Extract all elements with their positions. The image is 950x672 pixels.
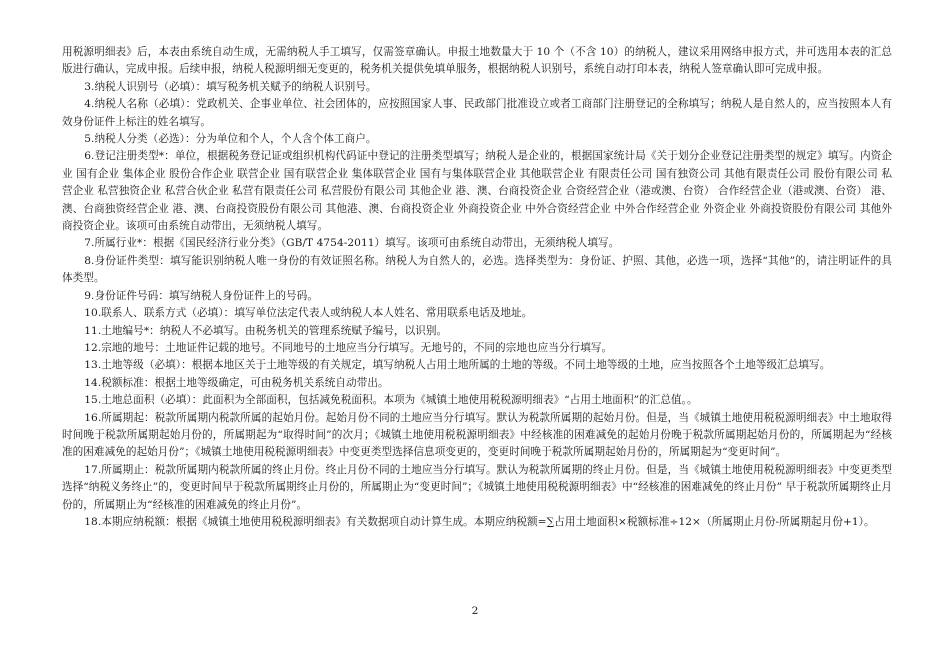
paragraph-intro: 用税源明细表》后，本表由系统自动生成，无需纳税人手工填写，仅需签章确认。申报土地数量大于 10 个（不含 10）的纳税人，建议采用网络申报方式，并可选用本表的汇总版进行确认，完成申报。后续申报，纳税人税源明细无变更的，税务机关提供免填单服务，根据纳税人识别号，系统自动打印本表，纳税人签章确认即可完成申报。: [62, 46, 892, 76]
paragraph-item-5: 5.纳税人分类（必选）：分为单位和个人，个人含个体工商户。: [84, 133, 377, 146]
paragraph-item-4: 4.纳税人名称（必填）：党政机关、企事业单位、社会团体的，应按照国家人事、民政部门批准设立或者工商部门注册登记的全称填写；纳税人是自然人的，应当按照本人有效身份证件上标注的姓名填写。: [62, 98, 892, 128]
paragraph-item-11: 11.土地编号*：纳税人不必填写。由税务机关的管理系统赋予编号，以识别。: [84, 324, 448, 337]
paragraph-item-14: 14.税额标准：根据土地等级确定，可由税务机关系统自动带出。: [84, 376, 389, 389]
paragraph-item-15: 15.土地总面积（必填）：此面积为全部面积，包括减免税面积。本项为《城镇土地使用税税源明细表》“占用土地面积”的汇总值。。: [84, 394, 698, 407]
paragraph-item-13: 13.土地等级（必填）：根据本地区关于土地等级的有关规定，填写纳税人占用土地所属的土地的等级。不同土地等级的土地，应当按照各个土地等级汇总填写。: [84, 359, 831, 372]
paragraph-item-16: 16.所属期起：税款所属期内税款所属的起始月份。起始月份不同的土地应当分行填写。默认为税款所属期的起始月份。但是，当《城镇土地使用税税源明细表》中土地取得时间晚于税款所属期起始月份的，所属期起为“取得时间”的次月；《城镇土地使用税税源明细表》中经核准的困难减免的起始月份晚于税款所属期起始月份的，所属期起为“经核准的困难减免的起始月份”；《城镇土地使用税税源明细表》中变更类型选择信息项变更的，变更时间晚于税款所属期起始月份的，所属期起为“变更时间”。: [62, 411, 892, 459]
paragraph-item-9: 9.身份证件号码：填写纳税人身份证件上的号码。: [84, 289, 318, 302]
paragraph-item-8: 8.身份证件类型：填写能识别纳税人唯一身份的有效证照名称。纳税人为自然人的，必选。选择类型为：身份证、护照、其他，必选一项，选择“其他”的，请注明证件的具体类型。: [62, 254, 892, 285]
paragraph-item-7: 7.所属行业*：根据《国民经济行业分类》（GB/T 4754-2011）填写。该项可由系统自动带出，无须纳税人填写。: [84, 237, 620, 250]
paragraph-item-17: 17.所属期止：税款所属期内税款所属的终止月份。终止月份不同的土地应当分行填写。默认为税款所属期的终止月份。但是，当《城镇土地使用税税源明细表》中变更类型选择“纳税义务终止”的，变更时间早于税款所属期终止月份的，所属期止为“变更时间”；《城镇土地使用税税源明细表》中“经核准的困难减免的终止月份” 早于税款所属期终止月份的，所属期止为“经核准的困难减免的终止月份”。: [62, 463, 892, 511]
paragraph-item-18: 18.本期应纳税额：根据《城镇土地使用税税源明细表》有关数据项自动计算生成。本期应纳税额=∑占用土地面积×税额标准÷12×（所属期止月份-所属期起月份+1）。: [84, 515, 875, 528]
paragraph-item-10: 10.联系人、联系方式（必填）：填写单位法定代表人或纳税人本人姓名、常用联系电话及地址。: [84, 307, 533, 320]
paragraph-item-6: 6.登记注册类型*：单位，根据税务登记证或组织机构代码证中登记的注册类型填写；纳税人是企业的，根据国家统计局《关于划分企业登记注册类型的规定》填写。内资企业 国有企业 集体企业 股份合作企业 联营企业 国有联营企业 集体联营企业 国有与集体联营企业 其他联营企业 有限责任公司 国有独资公司 其他有限责任公司 股份有限公司 私营企业 私营独资企业 私营合伙企业 私营有限责任公司 私营股份有限公司 其他企业 港、澳、台商投资企业 合资经营企业（港或澳、台资） 合作经营企业（港或澳、台资） 港、澳、台商独资经营企业 港、澳、台商投资股份有限公司 其他港、澳、台商投资企业 外商投资企业 中外合资经营企业 中外合作经营企业 外资企业 外商投资股份有限公司 其他外商投资企业。该项可由系统自动带出，无须纳税人填写。: [62, 150, 892, 233]
page-number: 2: [471, 605, 479, 617]
paragraph-item-12: 12.宗地的地号：土地证件记载的地号。不同地号的土地应当分行填写。无地号的，不同的宗地也应当分行填写。: [84, 341, 613, 354]
paragraph-item-3: 3.纳税人识别号（必填）：填写税务机关赋予的纳税人识别号。: [84, 80, 377, 93]
document-body: [62, 44, 892, 531]
